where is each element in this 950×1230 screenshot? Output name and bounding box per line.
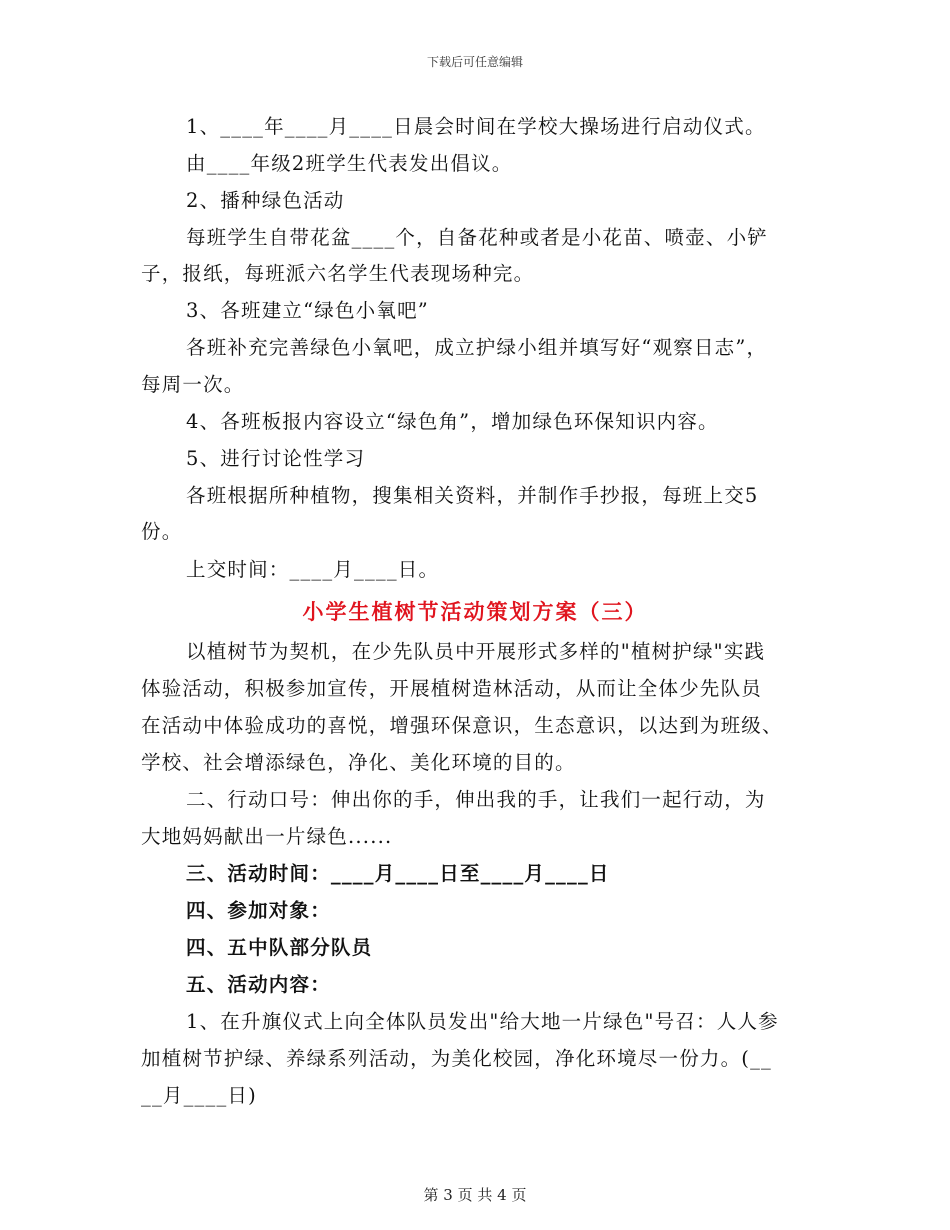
text-line: 由____年级2班学生代表发出倡议。	[186, 152, 513, 175]
text-line-bold: 三、活动时间：____月____日至____月____日	[186, 862, 610, 885]
text-line: 每周一次。	[141, 373, 245, 396]
text-line: 份。	[141, 520, 183, 543]
text-line: 二、行动口号：伸出你的手，伸出我的手，让我们一起行动，为	[186, 788, 766, 811]
text-line: 3、各班建立“绿色小氧吧”	[186, 299, 429, 322]
text-line-bold: 四、五中队部分队员	[186, 936, 373, 959]
text-line: 上交时间：____月____日。	[186, 558, 440, 581]
text-line: 各班补充完善绿色小氧吧，成立护绿小组并填写好“观察日志”，	[186, 336, 768, 359]
text-line: 1、在升旗仪式上向全体队员发出"给大地一片绿色"号召：人人参	[186, 1010, 779, 1033]
text-line: 大地妈妈献出一片绿色......	[141, 825, 393, 848]
text-line: __月____日)	[141, 1084, 257, 1107]
text-line: 5、进行讨论性学习	[186, 447, 366, 470]
text-line: 2、播种绿色活动	[186, 189, 345, 212]
text-line: 体验活动，积极参加宣传，开展植树造林活动，从而让全体少先队员	[141, 677, 763, 700]
text-line: 以植树节为契机，在少先队员中开展形式多样的"植树护绿"实践	[186, 640, 766, 663]
page-footer: 第 3 页 共 4 页	[423, 1186, 527, 1204]
text-line: 学校、社会增添绿色，净化、美化环境的目的。	[141, 751, 576, 774]
text-line: 在活动中体验成功的喜悦，增强环保意识，生态意识，以达到为班级、	[141, 714, 783, 737]
text-line: 4、各班板报内容设立“绿色角”，增加绿色环保知识内容。	[186, 410, 719, 433]
text-line: 1、____年____月____日晨会时间在学校大操场进行启动仪式。	[186, 115, 766, 138]
text-line-bold: 五、活动内容：	[186, 973, 331, 996]
page-header: 下载后可任意编辑	[426, 55, 523, 69]
section-title: 小学生植树节活动策划方案（三）	[302, 599, 648, 624]
text-line: 各班根据所种植物，搜集相关资料，并制作手抄报，每班上交5	[186, 484, 759, 507]
text-line: 加植树节护绿、养绿系列活动，为美化校园，净化环境尽一份力。(__	[141, 1047, 773, 1070]
text-line: 子，报纸，每班派六名学生代表现场种完。	[141, 262, 535, 285]
text-line-bold: 四、参加对象：	[186, 899, 331, 922]
text-line: 每班学生自带花盆____个，自备花种或者是小花苗、喷壶、小铲	[186, 226, 769, 249]
